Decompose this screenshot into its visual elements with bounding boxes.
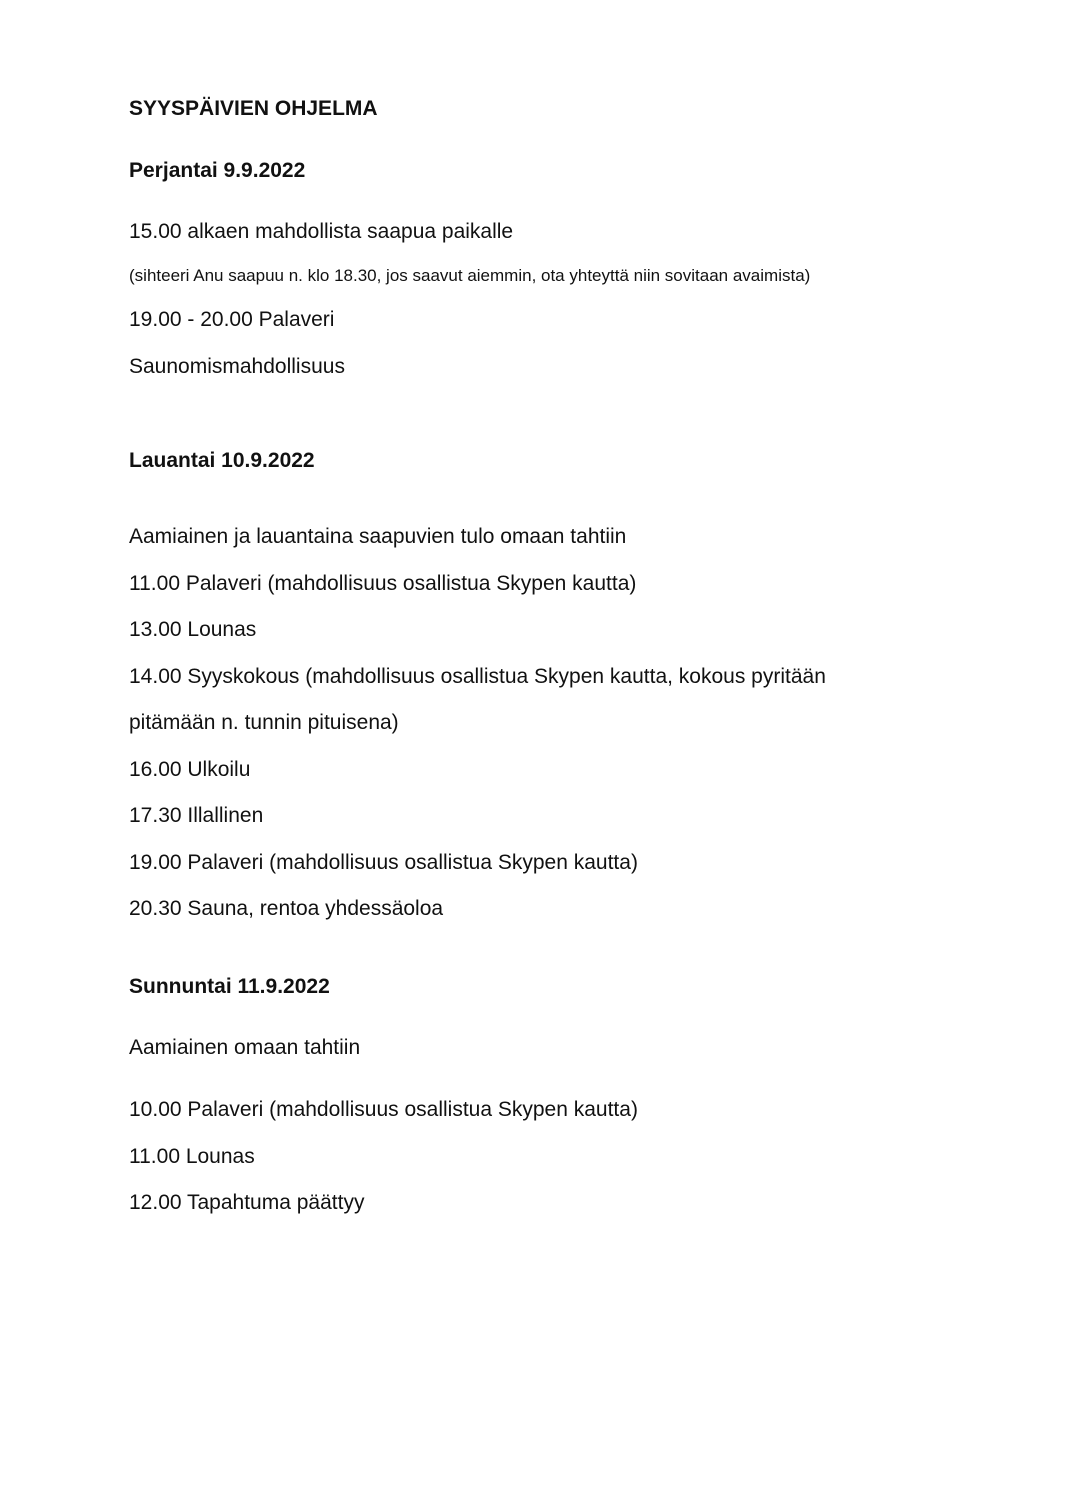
schedule-item: 15.00 alkaen mahdollista saapua paikalle	[129, 220, 514, 243]
schedule-item: 19.00 Palaveri (mahdollisuus osallistua Skypen kautta)	[129, 851, 638, 874]
schedule-item: 13.00 Lounas	[129, 618, 257, 641]
schedule-item: 11.00 Palaveri (mahdollisuus osallistua Skypen kautta)	[129, 572, 637, 595]
schedule-item: 12.00 Tapahtuma päättyy	[129, 1191, 365, 1214]
schedule-item: 17.30 Illallinen	[129, 804, 264, 827]
schedule-item: Saunomismahdollisuus	[129, 355, 345, 378]
schedule-item: Aamiainen omaan tahtiin	[129, 1036, 361, 1059]
schedule-item: 11.00 Lounas	[129, 1145, 255, 1168]
schedule-item: 14.00 Syyskokous (mahdollisuus osallistua Skypen kautta, kokous pyritään	[129, 665, 826, 688]
page-title: SYYSPÄIVIEN OHJELMA	[129, 97, 378, 120]
schedule-item-continuation: pitämään n. tunnin pituisena)	[129, 711, 399, 734]
day-heading-saturday: Lauantai 10.9.2022	[129, 449, 315, 472]
schedule-item: 20.30 Sauna, rentoa yhdessäoloa	[129, 897, 444, 920]
day-heading-friday: Perjantai 9.9.2022	[129, 159, 306, 182]
schedule-item: Aamiainen ja lauantaina saapuvien tulo omaan tahtiin	[129, 525, 627, 548]
schedule-item: 10.00 Palaveri (mahdollisuus osallistua Skypen kautta)	[129, 1098, 638, 1121]
schedule-item: 16.00 Ulkoilu	[129, 758, 251, 781]
schedule-item: 19.00 - 20.00 Palaveri	[129, 308, 335, 331]
schedule-note: (sihteeri Anu saapuu n. klo 18.30, jos saavut aiemmin, ota yhteyttä niin sovitaan avaimista)	[129, 266, 811, 285]
day-heading-sunday: Sunnuntai 11.9.2022	[129, 975, 330, 998]
